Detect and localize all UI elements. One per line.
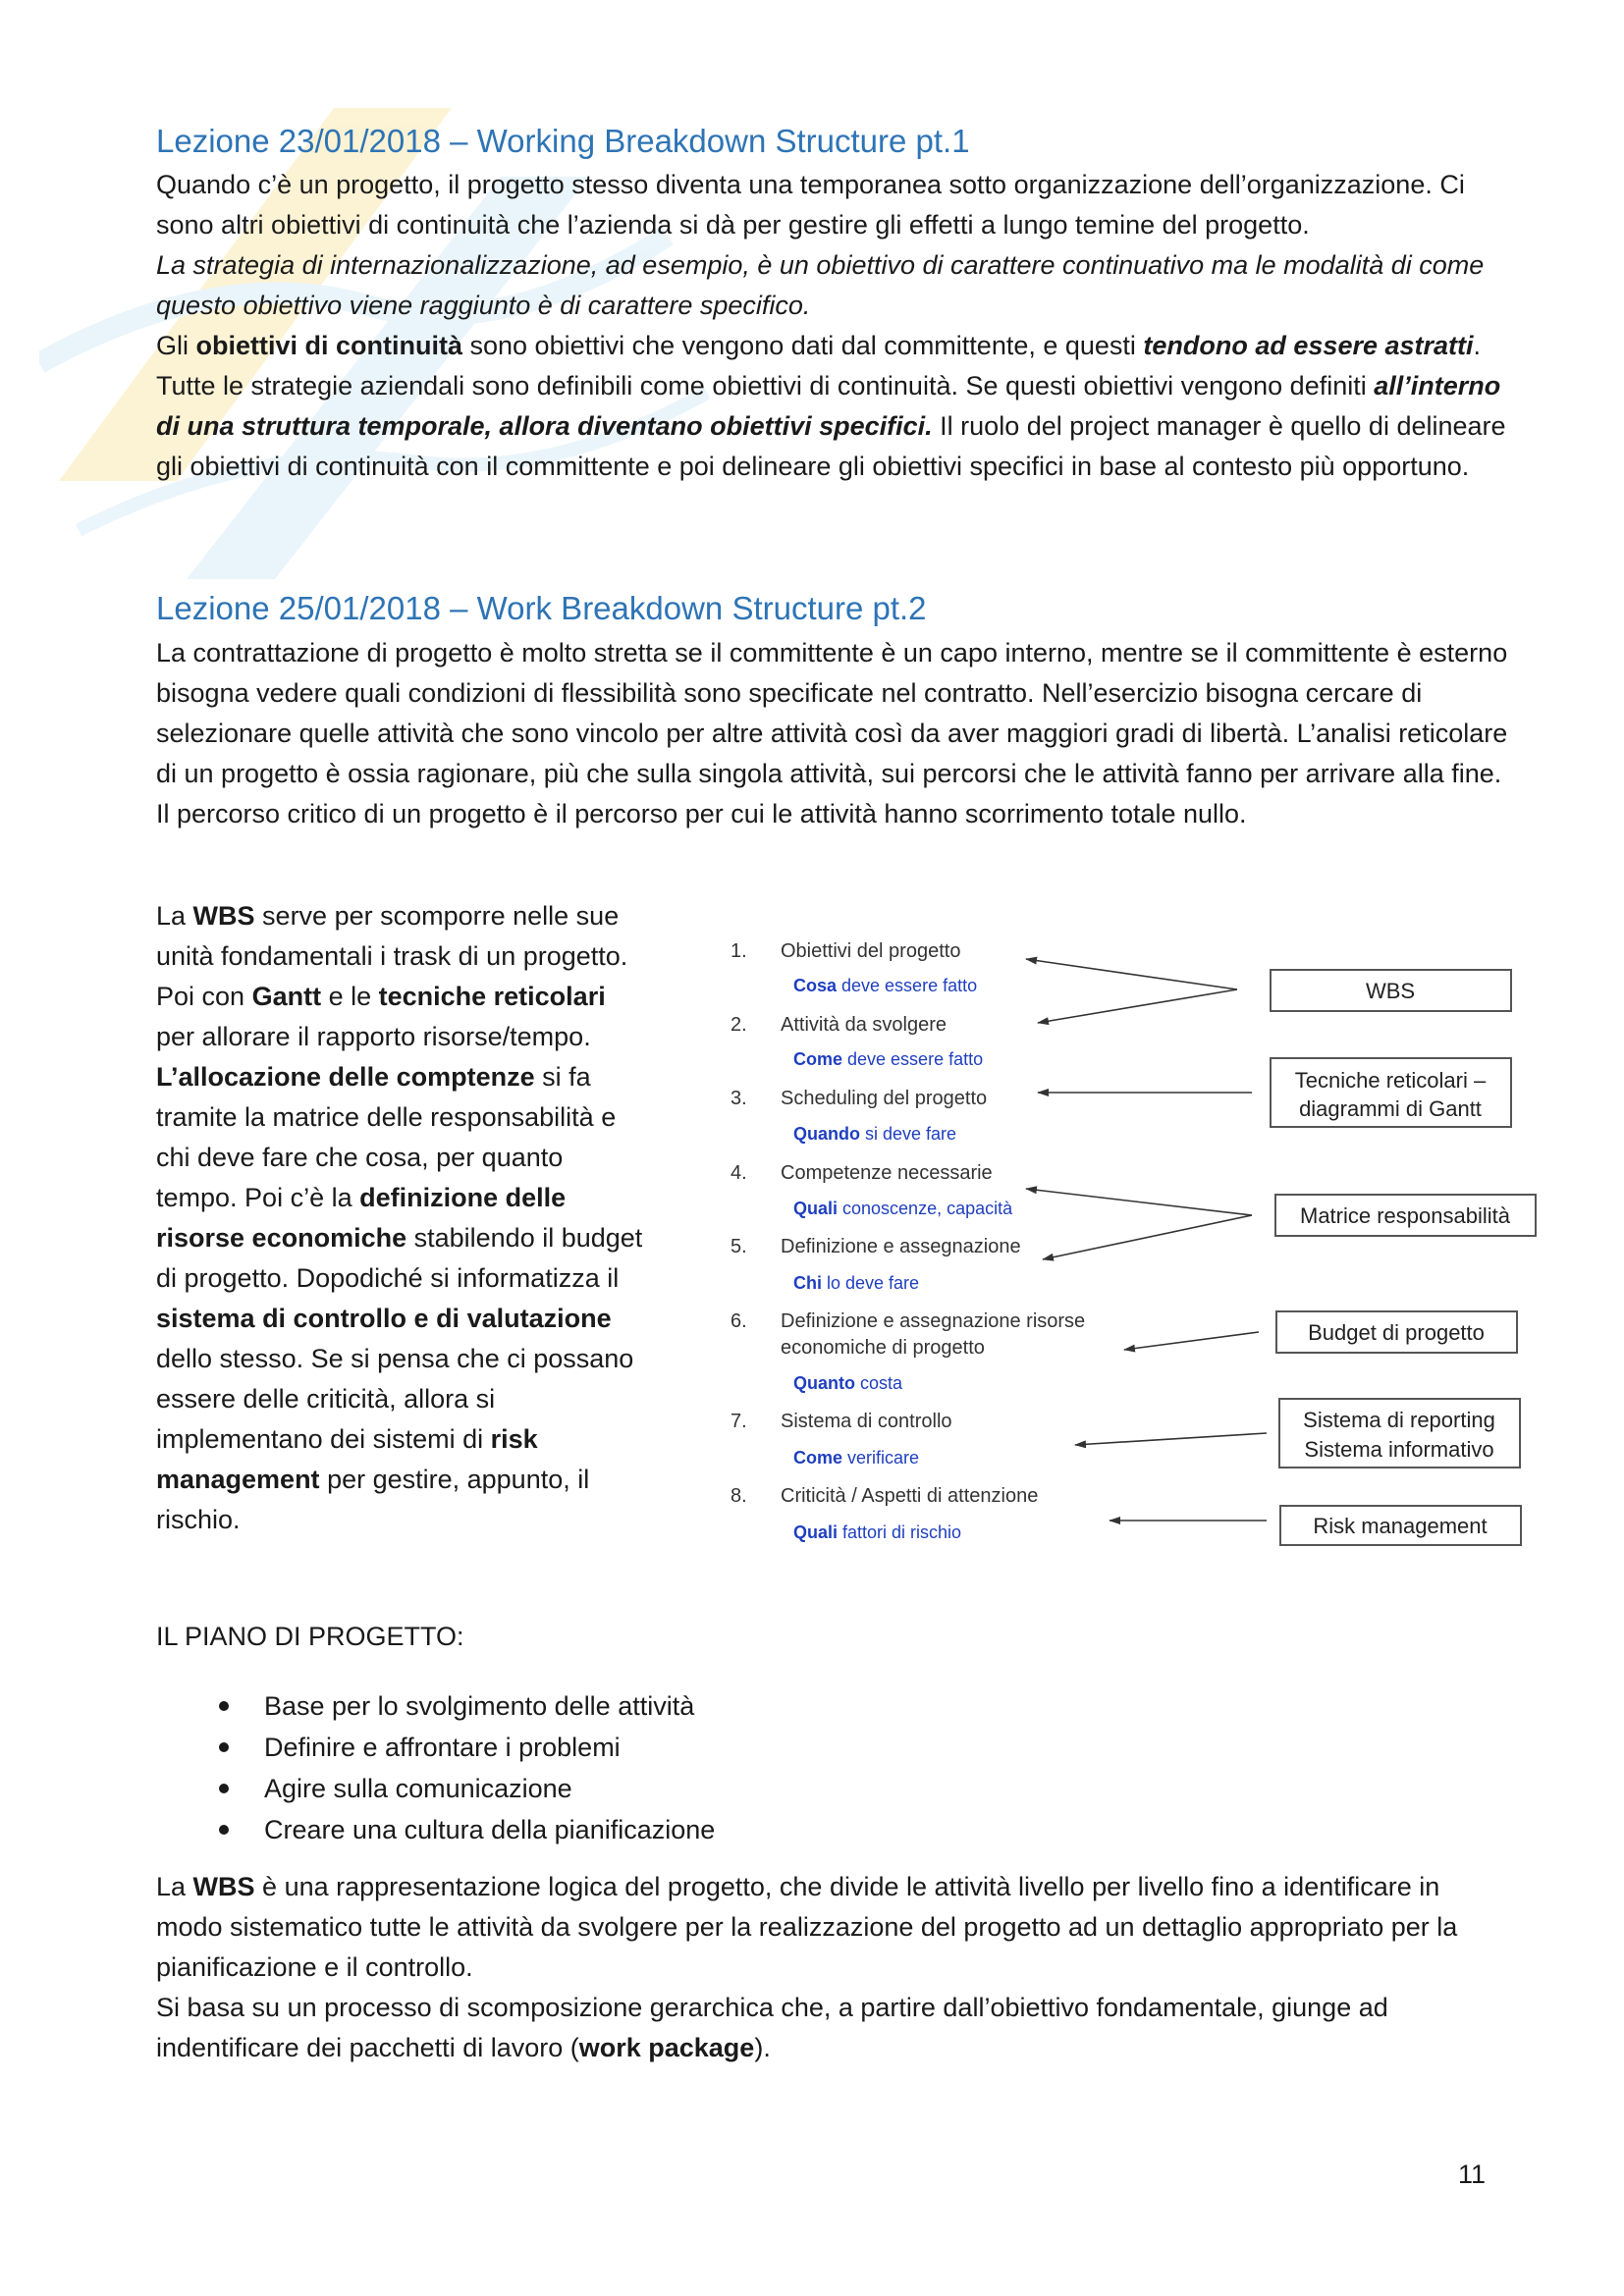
bold-gantt: Gantt	[251, 982, 322, 1011]
wbs-diagram	[707, 928, 1571, 1556]
wbs-text: serve per scomporre nelle sue unità fondamentali i trask di un progetto. Poi con	[156, 901, 628, 1011]
box-tecniche-label-2: diagrammi di Gantt	[1299, 1096, 1482, 1121]
item-4-number: 4.	[731, 1162, 747, 1184]
plan-bullet-list	[156, 1685, 715, 1850]
arrow-budget-to-item-6	[1124, 1332, 1259, 1350]
item-4-title: Competenze necessarie	[781, 1162, 993, 1184]
page-number: 11	[1458, 2160, 1487, 2189]
bold-wbs: WBS	[192, 901, 255, 931]
bullet-dot-icon	[219, 1784, 229, 1793]
wbs-definition-paragraph	[156, 1867, 1511, 2068]
wbs-def-text: è una rappresentazione logica del progetto, che divide le attività livello per livello fino a identificare in modo sistematico tutte le attività da svolgere per la realizzazione del progetto ad un dettaglio appropriato per la pianificazione e il controllo.	[156, 1872, 1458, 1982]
item-6-title-line2: economiche di progetto	[781, 1337, 985, 1359]
item-7-subtitle: Come verificare	[793, 1448, 920, 1468]
wbs-def-text: Si basa su un processo di scomposizione gerarchica che, a partire dall’obiettivo fondamentale, giunge ad indentificare dei pacchetti di lavoro (	[156, 1993, 1388, 2062]
section-heading-lezione-23: Lezione 23/01/2018 – Working Breakdown Structure pt.1	[156, 123, 970, 159]
item-3-subtitle: Quando si deve fare	[793, 1124, 957, 1144]
item-4-subtitle: Quali conoscenze, capacità	[793, 1199, 1013, 1218]
bold-work-package: work package	[578, 2033, 755, 2062]
item-2-title: Attività da svolgere	[781, 1014, 947, 1036]
bold-risorse-economiche: definizione delle risorse economiche	[156, 1183, 567, 1253]
section1-p1-text: Quando c’è un progetto, il progetto stesso diventa una temporanea sotto organizzazione dell’organizzazione. Ci sono altri obiettivi di continuità che l’azienda si dà per gestire gli effetti a lungo temine del progetto.	[156, 170, 1465, 240]
wbs-text: si fa tramite la matrice delle responsabilità e chi deve fare che cosa, per quanto tempo. Poi c’è la	[156, 1062, 617, 1212]
box-matrice-label: Matrice responsabilità	[1300, 1203, 1510, 1228]
item-8-subtitle: Quali fattori di rischio	[793, 1522, 962, 1542]
item-1-title: Obiettivi del progetto	[781, 940, 961, 962]
wbs-text: per allorare il rapporto risorse/tempo.	[156, 1022, 591, 1051]
arrow-matrice-to-item-5	[1043, 1215, 1252, 1259]
wbs-description-paragraph	[156, 896, 647, 1540]
box-wbs-label: WBS	[1365, 979, 1416, 1003]
bold-risk-management: risk management	[156, 1424, 538, 1494]
plan-title: IL PIANO DI PROGETTO:	[156, 1622, 464, 1651]
item-8-title: Criticità / Aspetti di attenzione	[781, 1485, 1039, 1507]
plan-bullet-item	[156, 1685, 715, 1727]
wbs-text: La	[156, 901, 193, 931]
wbs-text: stabilendo il budget di progetto. Dopodiché si informatizza il	[156, 1223, 643, 1293]
item-1-subtitle: Cosa deve essere fatto	[793, 976, 978, 995]
bold-allocazione-competenze: L’allocazione delle comptenze	[156, 1062, 535, 1092]
plan-bullet-item	[156, 1809, 715, 1850]
plan-bullet-text: Agire sulla comunicazione	[264, 1774, 572, 1803]
section1-p3-text: Gli	[156, 331, 196, 360]
section2-paragraph-1: La contrattazione di progetto è molto stretta se il committente è un capo interno, mentre se il committente è esterno bisogna vedere quali condizioni di flessibilità sono specificate nel contratto. Nell’esercizio bisogna cercare di selezionare quelle attività che sono vincolo per altre attività così da aver maggiori gradi di libertà. L’analisi reticolare di un progetto è ossia ragionare, più che sulla singola attività, sui percorsi che le attività fanno per arrivare alla fine. Il percorso critico di un progetto è il percorso per cui le attività hanno scorrimento totale nullo.	[156, 638, 1508, 828]
arrow-matrice-to-item-4	[1026, 1189, 1252, 1215]
item-7-number: 7.	[731, 1411, 747, 1432]
bullet-dot-icon	[219, 1825, 229, 1835]
box-risk-label: Risk management	[1313, 1514, 1488, 1538]
item-8-number: 8.	[731, 1485, 747, 1507]
item-5-number: 5.	[731, 1236, 747, 1257]
bold-sistema-controllo: sistema di controllo e di valutazione	[156, 1304, 612, 1333]
section1-p2-italic: La strategia di internazionalizzazione, ad esempio, è un obiettivo di carattere continuativo ma le modalità di come questo obiettivo viene raggiunto è di carattere specifico.	[156, 250, 1485, 320]
plan-bullet-item	[156, 1727, 715, 1768]
arrow-reporting-to-item-7	[1075, 1433, 1267, 1445]
bold-tecniche-reticolari: tecniche reticolari	[378, 982, 606, 1011]
section1-p3-text: Il ruolo del project manager è quello di delineare gli obiettivi di continuità con il committente e poi delineare gli obiettivi specifici in base al contesto più opportuno.	[156, 411, 1506, 481]
item-1-number: 1.	[731, 940, 747, 962]
item-6-subtitle: Quanto costa	[793, 1373, 903, 1393]
wbs-def-text: La	[156, 1872, 193, 1901]
plan-bullet-text: Base per lo svolgimento delle attività	[264, 1691, 695, 1721]
bullet-dot-icon	[219, 1701, 229, 1711]
section1-p3-text: sono obiettivi che vengono dati dal committente, e questi	[462, 331, 1144, 360]
box-reporting-label-1: Sistema di reporting	[1303, 1408, 1495, 1432]
item-3-title: Scheduling del progetto	[781, 1088, 988, 1109]
bold-obiettivi-continuita: obiettivi di continuità	[195, 331, 462, 360]
wbs-text: e le	[321, 982, 379, 1011]
item-5-subtitle: Chi lo deve fare	[793, 1273, 920, 1293]
section1-p3-text: . Tutte le strategie aziendali sono definibili come obiettivi di continuità. Se questi obiettivi vengono definiti	[156, 331, 1482, 400]
item-5-title: Definizione e assegnazione	[781, 1236, 1021, 1257]
item-6-title: Definizione e assegnazione risorse	[781, 1310, 1086, 1332]
plan-bullet-item	[156, 1768, 715, 1809]
bullet-dot-icon	[219, 1742, 229, 1752]
wbs-text: dello stesso. Se si pensa che ci possano essere delle criticità, allora si implementano dei sistemi di	[156, 1344, 634, 1454]
plan-bullet-text: Creare una cultura della pianificazione	[264, 1815, 716, 1844]
arrow-wbs-to-item-2	[1038, 989, 1237, 1023]
box-budget-label: Budget di progetto	[1308, 1320, 1485, 1345]
arrow-wbs-to-item-1	[1026, 959, 1237, 989]
item-3-number: 3.	[731, 1088, 747, 1109]
section1-paragraph-1	[156, 165, 1511, 487]
item-2-number: 2.	[731, 1014, 747, 1036]
box-tecniche-label-1: Tecniche reticolari –	[1294, 1068, 1487, 1093]
section-heading-lezione-25: Lezione 25/01/2018 – Work Breakdown Structure pt.2	[156, 590, 927, 626]
plan-bullet-text: Definire e affrontare i problemi	[264, 1733, 621, 1762]
wbs-text: per gestire, appunto, il rischio.	[156, 1465, 590, 1534]
bold-wbs: WBS	[192, 1872, 255, 1901]
item-7-title: Sistema di controllo	[781, 1411, 952, 1432]
item-6-number: 6.	[731, 1310, 747, 1332]
item-2-subtitle: Come deve essere fatto	[793, 1049, 984, 1069]
bold-italic-astratti: tendono ad essere astratti	[1143, 331, 1474, 360]
wbs-def-text: ).	[754, 2033, 771, 2062]
bold-italic-obiettivi-specifici: all’interno di una struttura temporale, allora diventano obiettivi specifici.	[156, 371, 1501, 441]
box-reporting-label-2: Sistema informativo	[1304, 1437, 1494, 1462]
